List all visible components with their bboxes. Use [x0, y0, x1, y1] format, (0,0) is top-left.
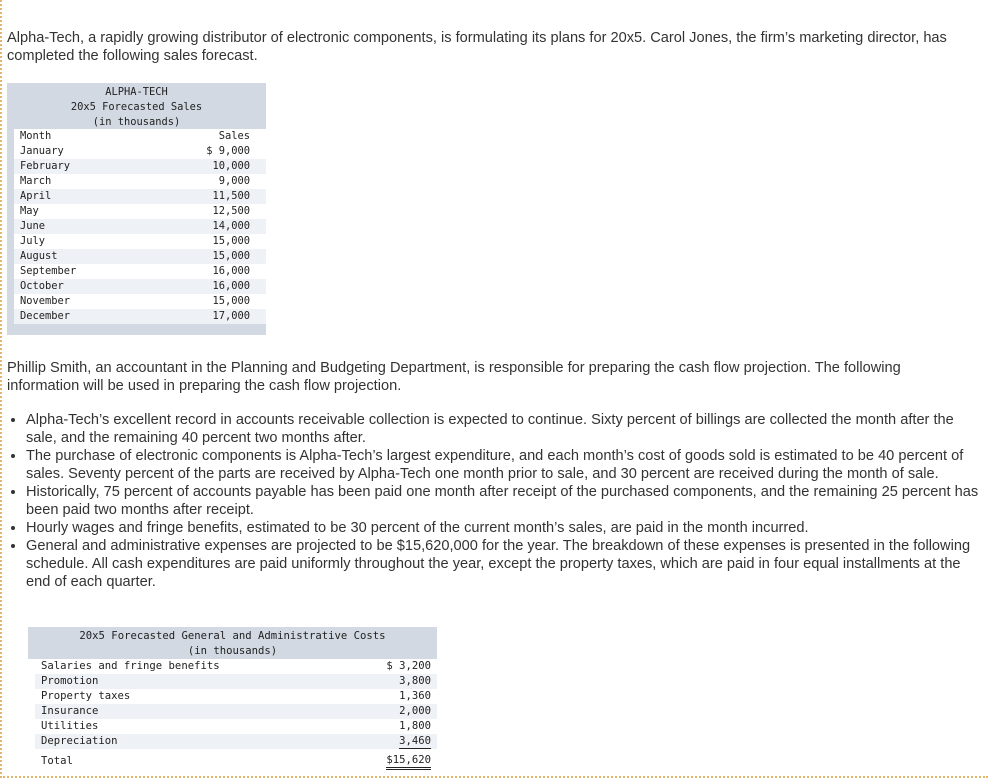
table-row: [35, 704, 437, 719]
sales-table-header: [7, 85, 266, 130]
sales-cell: 16,000: [212, 265, 250, 277]
sales-cell: 17,000: [212, 310, 250, 322]
list-item: • Hourly wages and fringe benefits, estimated to be 30 percent of the current month’s sales, are paid in the month incurred.: [26, 519, 986, 537]
table-row: [14, 204, 266, 219]
sales-table-company: ALPHA-TECH: [105, 86, 168, 98]
table-row: [35, 734, 437, 749]
cost-value: $ 3,200: [386, 660, 431, 672]
table-row: [14, 234, 266, 249]
month-cell: May: [20, 205, 39, 217]
gna-table-title: 20x5 Forecasted General and Administrative Costs: [79, 630, 386, 642]
list-item: • Historically, 75 percent of accounts payable has been paid one month after receipt of the purchased components, and the remaining 25 percent has been paid two months after receipt.: [26, 483, 986, 519]
month-cell: July: [20, 235, 46, 247]
sales-cell: 10,000: [212, 160, 250, 172]
cost-value: 2,000: [399, 705, 431, 717]
phillip-paragraph: Phillip Smith, an accountant in the Planning and Budgeting Department, is responsible for preparing the cash flow projection. The following information will be used in preparing the cash flow projection.: [7, 360, 901, 394]
table-row: [14, 249, 266, 264]
sales-cell: 11,500: [212, 190, 250, 202]
cost-label: Depreciation: [41, 735, 118, 747]
sales-cell: 16,000: [212, 280, 250, 292]
table-row: [14, 264, 266, 279]
sales-cell: $ 9,000: [206, 145, 250, 157]
sales-cell: 15,000: [212, 250, 250, 262]
table-row: [14, 279, 266, 294]
month-cell: December: [20, 310, 71, 322]
total-value: $15,620: [386, 754, 431, 770]
cost-value: 3,460: [399, 735, 431, 747]
gna-costs-table: [28, 627, 437, 770]
month-cell: June: [20, 220, 46, 232]
sales-table-title: 20x5 Forecasted Sales: [70, 101, 203, 113]
sales-cell: 15,000: [212, 295, 250, 307]
assumptions-list: [7, 411, 986, 591]
cost-label: Insurance: [41, 705, 99, 717]
month-cell: November: [20, 295, 71, 307]
list-item: • Alpha-Tech’s excellent record in accounts receivable collection is expected to continue. Sixty percent of billings are collected the month after the sale, and the remaining 40 percent two months after.: [26, 411, 986, 447]
month-cell: April: [20, 190, 52, 202]
gna-table-header: [28, 627, 437, 659]
month-cell: August: [20, 250, 58, 262]
col-sales-label: Sales: [218, 130, 250, 142]
table-row: [14, 189, 266, 204]
table-row: [35, 659, 437, 674]
cost-label: Property taxes: [41, 690, 131, 702]
month-cell: March: [20, 175, 52, 187]
cost-label: Promotion: [41, 675, 99, 687]
month-cell: September: [20, 265, 77, 277]
table-row: [14, 309, 266, 324]
sales-cell: 9,000: [218, 175, 250, 187]
col-month-label: Month: [20, 130, 52, 142]
gna-table-units: (in thousands): [187, 645, 278, 657]
table-row: [35, 674, 437, 689]
list-item: • The purchase of electronic components is Alpha-Tech’s largest expenditure, and each month’s cost of goods sold is estimated to be 40 percent of sales. Seventy percent of the parts are received by Alpha-Tech one month prior to sale, and 30 percent are received during the month of sale.: [26, 447, 986, 483]
total-row: [35, 754, 437, 769]
table-row: [14, 159, 266, 174]
table-row: [35, 719, 437, 734]
sales-table-body: [14, 129, 266, 324]
gna-table-body: [35, 659, 437, 769]
table-row: [14, 219, 266, 234]
table-row: [14, 294, 266, 309]
cost-value: 1,360: [399, 690, 431, 702]
table-row: [14, 144, 266, 159]
month-cell: January: [20, 145, 64, 157]
sales-cell: 15,000: [212, 235, 250, 247]
intro-paragraph: Alpha-Tech, a rapidly growing distributor of electronic components, is formulating its plans for 20x5. Carol Jones, the firm’s marketing director, has completed the following sales forecast.: [7, 30, 947, 64]
list-item: • General and administrative expenses are projected to be $15,620,000 for the year. The breakdown of these expenses is presented in the following schedule. All cash expenditures are paid uniformly throughout the year, except the property taxes, which are paid in four equal installments at the end of each quarter.: [26, 537, 986, 591]
cost-label: Salaries and fringe benefits: [41, 660, 220, 672]
sales-forecast-table: [7, 83, 266, 335]
month-cell: February: [20, 160, 71, 172]
cost-label: Utilities: [41, 720, 99, 732]
cost-value: 1,800: [399, 720, 431, 732]
sales-table-column-header: [14, 129, 266, 144]
sales-cell: 12,500: [212, 205, 250, 217]
table-row: [35, 689, 437, 704]
month-cell: October: [20, 280, 64, 292]
cost-value: 3,800: [399, 675, 431, 687]
table-row: [14, 174, 266, 189]
sales-table-units: (in thousands): [92, 116, 181, 128]
sales-cell: 14,000: [212, 220, 250, 232]
total-label: Total: [41, 755, 73, 767]
